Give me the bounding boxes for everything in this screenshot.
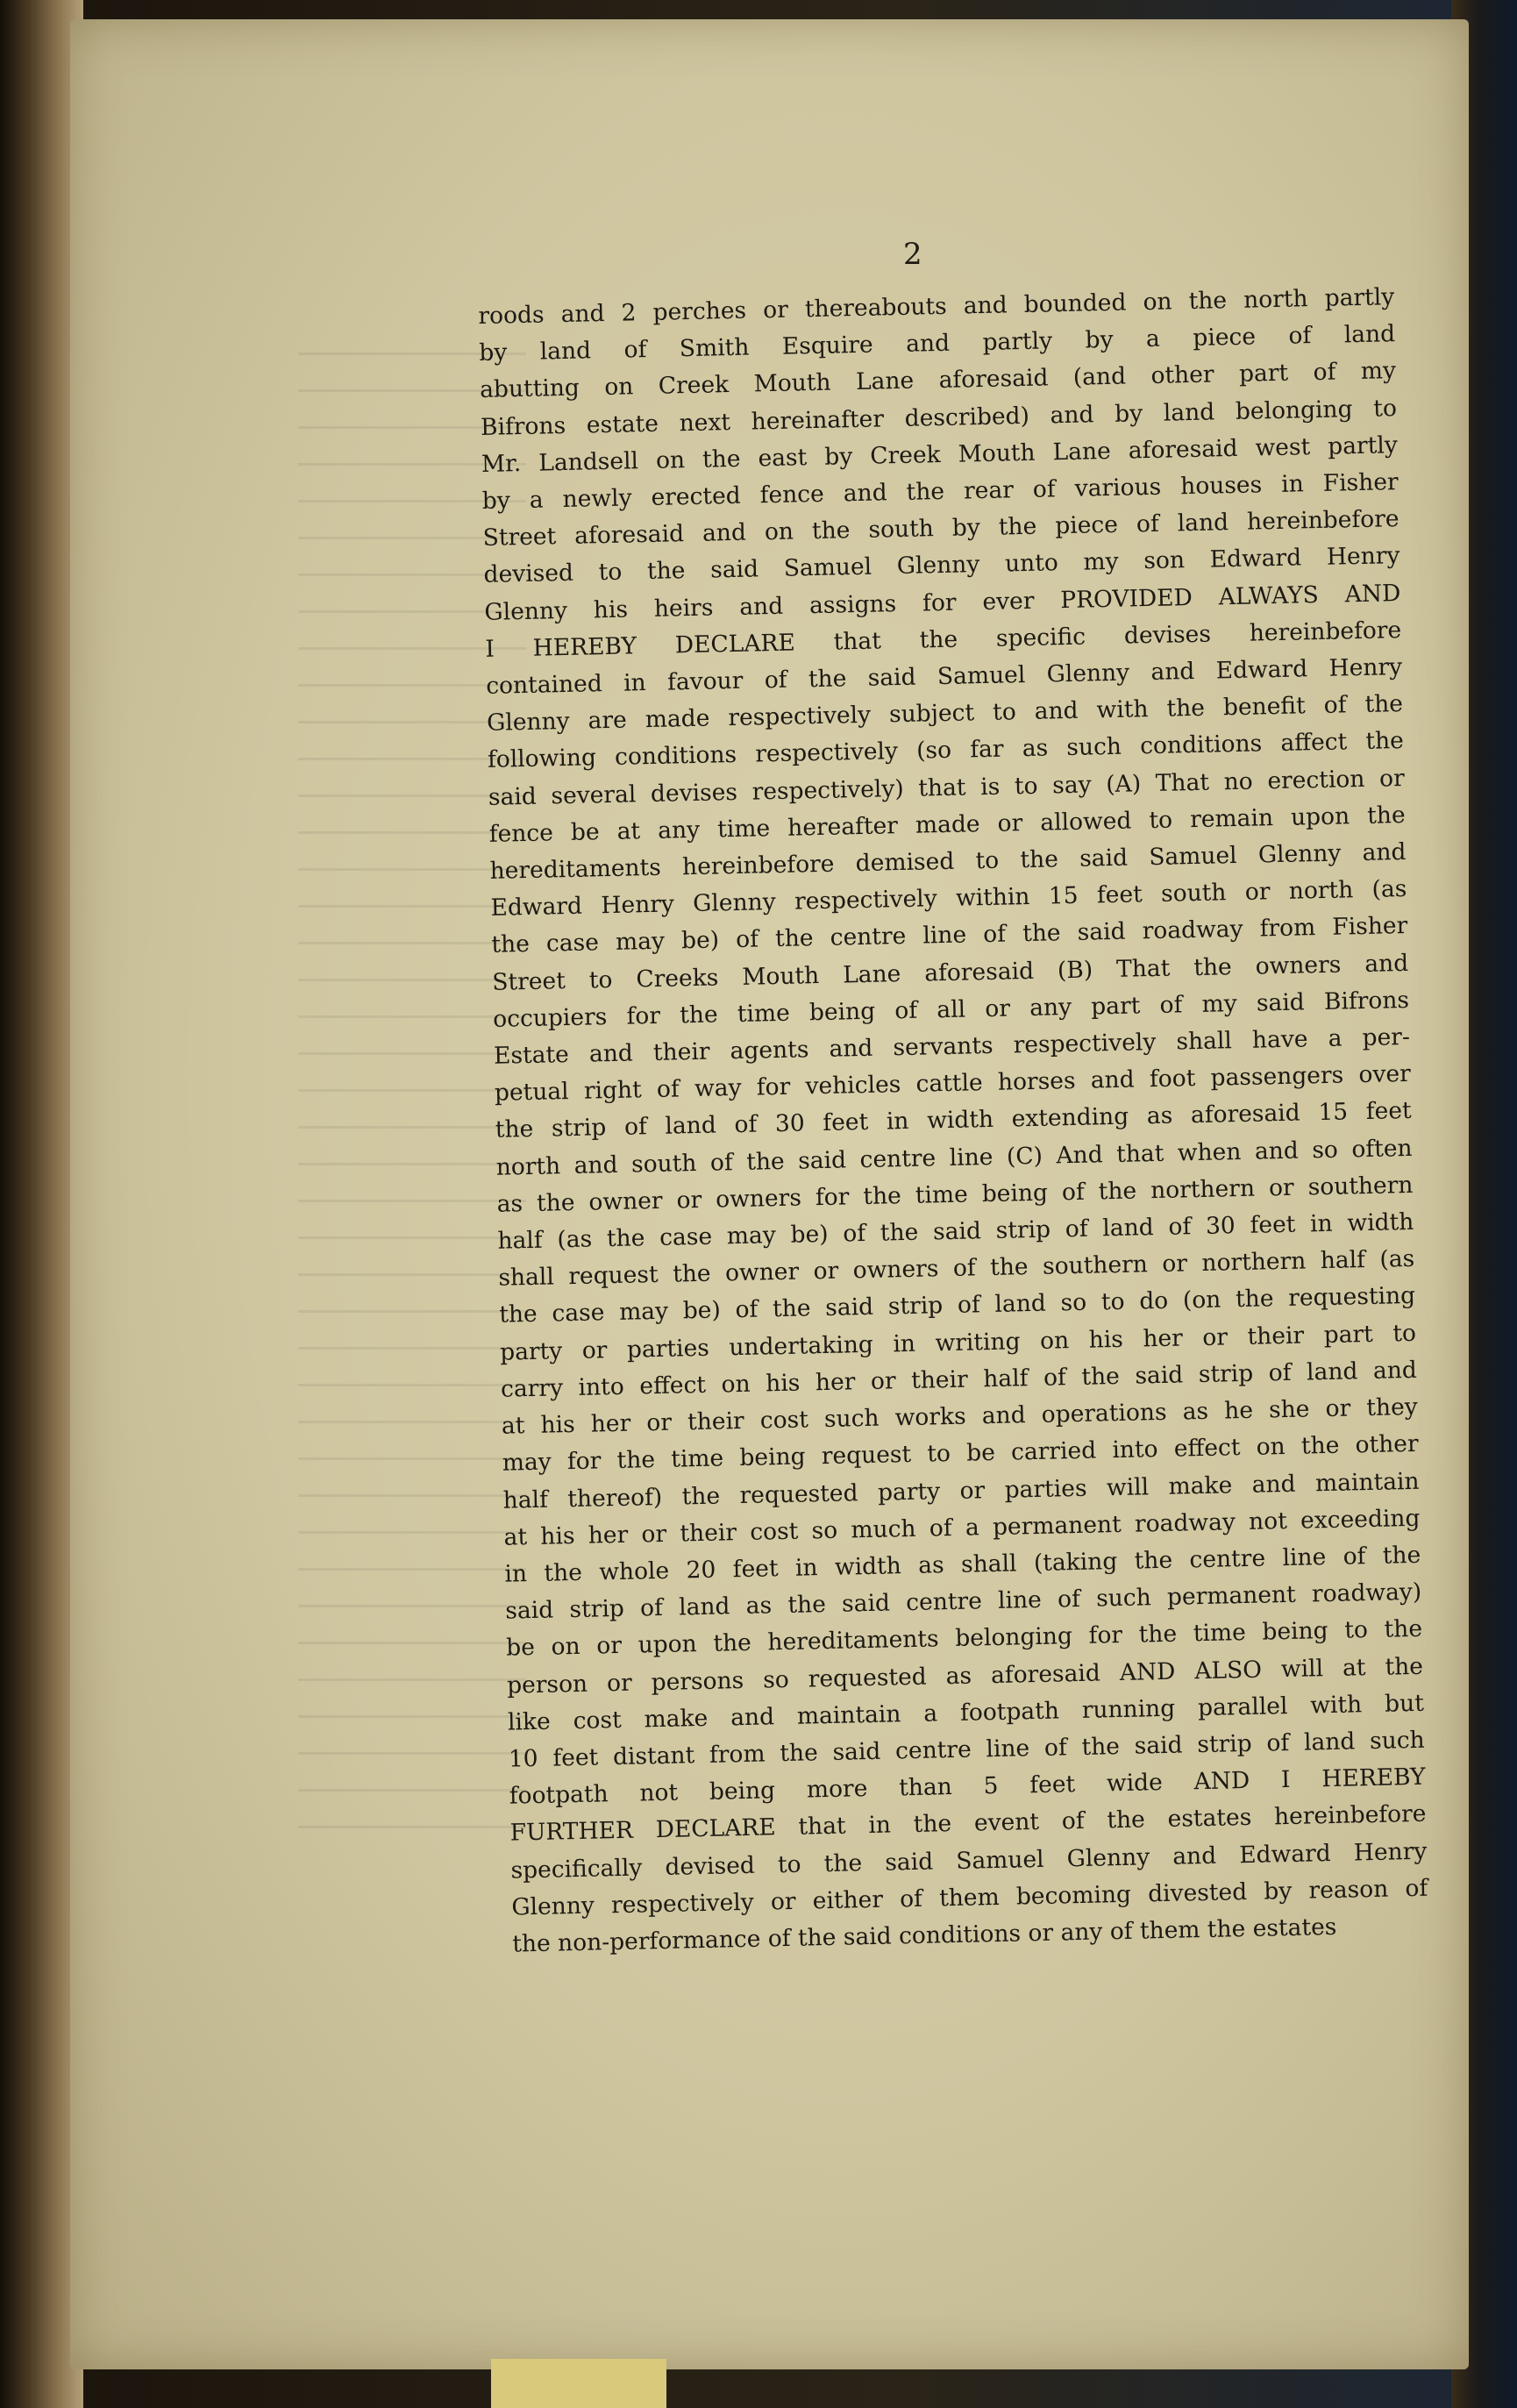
text-line: Mr. Landsell on the east by Creek Mouth Lane aforesaid west partly [481, 431, 1399, 478]
text-line: Edward Henry Glenny respectively within 15 feet south or north (as [490, 875, 1407, 923]
page-number: 2 [903, 237, 922, 272]
text-line: by land of Smith Esquire and partly by a piece of land [478, 320, 1396, 367]
text-line: abutting on Creek Mouth Lane aforesaid (and other part of my [479, 357, 1397, 404]
text-line: following conditions respectively (so far as such conditions affect the [487, 727, 1405, 774]
text-line: at his her or their cost such works and operations as he she or they [501, 1393, 1419, 1440]
text-line: Estate and their agents and servants respectively shall have a per- [493, 1022, 1411, 1070]
text-line: half thereof) the requested party or parties will make and maintain [502, 1467, 1420, 1514]
text-line: in the whole 20 feet in width as shall (taking the centre line of the [504, 1541, 1421, 1588]
text-line: at his her or their cost so much of a permanent roadway not exceeding [503, 1504, 1421, 1551]
text-line: half (as the case may be) of the said strip of land of 30 feet in width [497, 1208, 1414, 1255]
text-line: like cost make and maintain a footpath running parallel with but [507, 1689, 1425, 1736]
text-line: devised to the said Samuel Glenny unto my son Edward Henry [483, 542, 1400, 589]
text-line: footpath not being more than 5 feet wide AND I HEREBY [509, 1763, 1426, 1810]
text-line: Bifrons estate next hereinafter described) and by land belonging to [480, 394, 1398, 441]
text-line: the non-performance of the said conditions or any of them the estates [511, 1913, 1337, 1958]
text-line: FURTHER DECLARE that in the event of the estates hereinbefore [509, 1800, 1427, 1847]
text-line: by a newly erected fence and the rear of various houses in Fisher [481, 468, 1399, 515]
text-line: occupiers for the time being of all or any part of my said Bifrons [492, 986, 1410, 1033]
text-line: hereditaments hereinbefore demised to the said Samuel Glenny and [489, 838, 1407, 885]
text-line: petual right of way for vehicles cattle horses and foot passengers over [494, 1060, 1412, 1108]
text-line: Glenny are made respectively subject to and with the benefit of the [486, 690, 1404, 737]
text-line: the case may be) of the said strip of land so to do (on the requesting [498, 1282, 1416, 1329]
text-line: Glenny his heirs and assigns for ever PROVIDED ALWAYS AND [484, 579, 1401, 626]
text-line: said strip of land as the said centre line of such permanent roadway) [505, 1578, 1422, 1625]
text-line: carry into effect on his her or their half of the said strip of land and [500, 1356, 1418, 1403]
text-line: specifically devised to the said Samuel Glenny and Edward Henry [510, 1837, 1428, 1884]
text-line: said several devises respectively) that is to say (A) That no erection or [488, 764, 1406, 811]
text-line: contained in favour of the said Samuel Glenny and Edward Henry [485, 653, 1403, 700]
text-line: I HEREBY DECLARE that the specific devises hereinbefore [485, 616, 1402, 663]
text-line: may for the time being request to be carried into effect on the other [502, 1430, 1419, 1478]
text-line: the case may be) of the centre line of the said roadway from Fisher [491, 912, 1408, 959]
body-text [478, 279, 1429, 1963]
text-line: party or parties undertaking in writing on his her or their part to [499, 1319, 1417, 1366]
bookmark-ribbon [491, 2359, 666, 2408]
text-line: as the owner or owners for the time being of the northern or southern [496, 1171, 1414, 1218]
text-line: the strip of land of 30 feet in width extending as aforesaid 15 feet [495, 1097, 1412, 1144]
text-line: Glenny respectively or either of them becoming divested by reason of [511, 1874, 1428, 1921]
text-line: Street aforesaid and on the south by the piece of land hereinbefore [482, 505, 1399, 552]
text-line: Street to Creeks Mouth Lane aforesaid (B) That the owners and [492, 949, 1409, 996]
text-line: 10 feet distant from the said centre line of the said strip of land such [508, 1726, 1425, 1773]
text-line: roods and 2 perches or thereabouts and bounded on the north partly [478, 283, 1395, 330]
text-line: north and south of the said centre line (C) And that when and so often [495, 1134, 1413, 1181]
text-line: fence be at any time hereafter made or allowed to remain upon the [488, 801, 1406, 848]
text-line: person or persons so requested as aforesaid AND ALSO will at the [506, 1652, 1424, 1699]
text-line: shall request the owner or owners of the southern or northern half (as [498, 1245, 1415, 1293]
text-line: be on or upon the hereditaments belonging for the time being to the [505, 1615, 1423, 1662]
